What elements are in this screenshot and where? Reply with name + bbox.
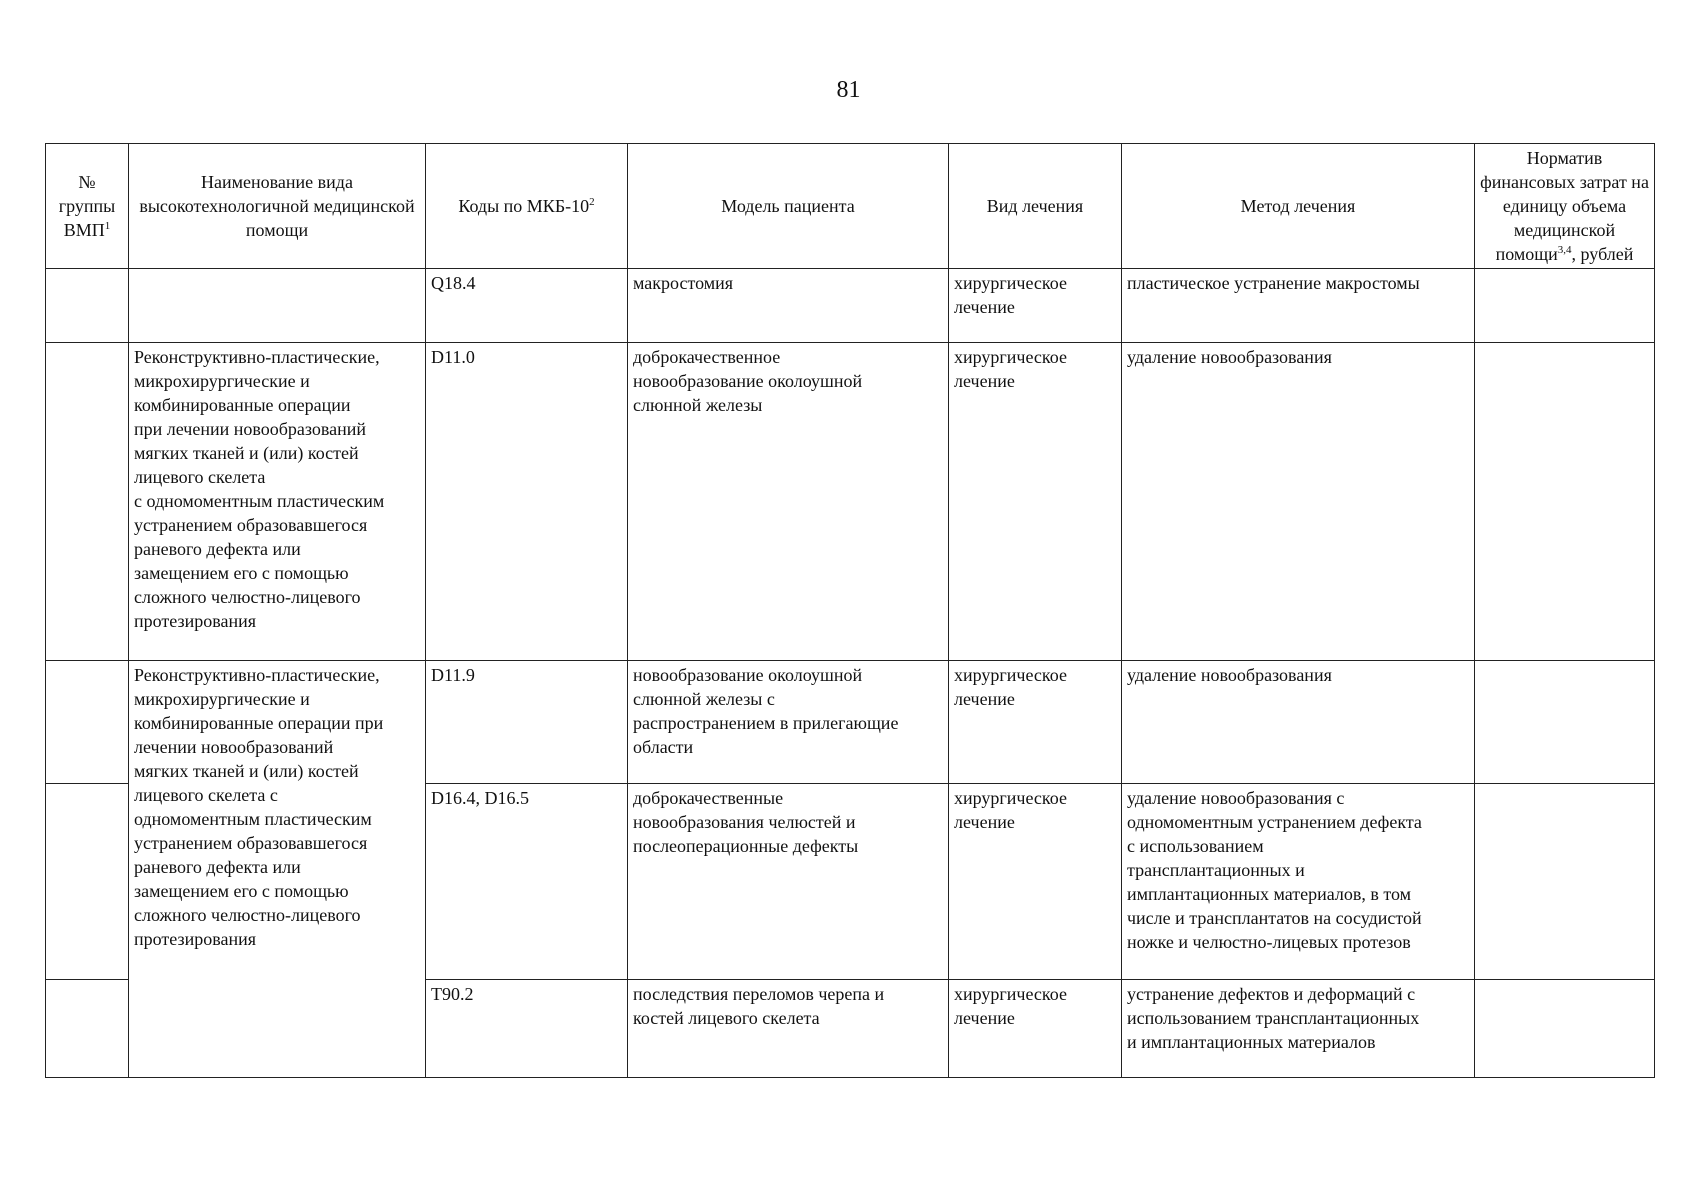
group-cell xyxy=(46,269,129,343)
code-cell: D11.9 xyxy=(426,661,628,784)
group-cell xyxy=(46,343,129,661)
table-row xyxy=(46,661,1655,784)
name-cell: Реконструктивно-пластические, микрохирургические и комбинированные операции при лечении новообразований мягких тканей и (или) костей лицевого скелета с одномоментным пластическим устранением образовавшегося раневого дефекта или замещением его с помощью сложного челюстно-лицевого протезирования xyxy=(129,343,426,661)
header-row xyxy=(46,144,1655,269)
header-group: № группы ВМП$^1$ xyxy=(46,144,129,269)
norm-cell xyxy=(1475,784,1655,980)
norm-cell xyxy=(1475,661,1655,784)
code-cell: Q18.4 xyxy=(426,269,628,343)
norm-cell xyxy=(1475,269,1655,343)
header-norm: Норматив финансовых затрат на единицу объема медицинской помощи$^{3,4}$, рублей xyxy=(1475,144,1655,269)
model-cell: последствия переломов черепа и костей лицевого скелета xyxy=(628,980,949,1078)
code-cell: T90.2 xyxy=(426,980,628,1078)
group-cell xyxy=(46,980,129,1078)
type-cell: хирургическое лечение xyxy=(949,980,1122,1078)
type-cell: хирургическое лечение xyxy=(949,784,1122,980)
header-method: Метод лечения xyxy=(1122,144,1475,269)
group-cell xyxy=(46,784,129,980)
method-cell: удаление новообразования с одномоментным устранением дефекта с использованием трансплантационных и имплантационных материалов, в том числе и трансплантатов на сосудистой ножке и челюстно-лицевых протезов xyxy=(1122,784,1475,980)
page-number: 81 xyxy=(836,77,861,103)
type-cell: хирургическое лечение xyxy=(949,269,1122,343)
model-cell: доброкачественное новообразование околоушной слюнной железы xyxy=(628,343,949,661)
header-model: Модель пациента xyxy=(628,144,949,269)
table-row xyxy=(46,269,1655,343)
code-cell: D16.4, D16.5 xyxy=(426,784,628,980)
type-cell: хирургическое лечение xyxy=(949,661,1122,784)
header-name: Наименование вида высокотехнологичной медицинской помощи xyxy=(129,144,426,269)
group-cell xyxy=(46,661,129,784)
name-cell: Реконструктивно-пластические, микрохирургические и комбинированные операции при лечении новообразований мягких тканей и (или) костей лицевого скелета с одномоментным пластическим устранением образовавшегося раневого дефекта или замещением его с помощью сложного челюстно-лицевого протезирования xyxy=(129,661,426,1078)
model-cell: новообразование околоушной слюнной железы с распространением в прилегающие области xyxy=(628,661,949,784)
model-cell: макростомия xyxy=(628,269,949,343)
method-cell: удаление новообразования xyxy=(1122,343,1475,661)
code-cell: D11.0 xyxy=(426,343,628,661)
norm-cell xyxy=(1475,980,1655,1078)
vmp-table xyxy=(45,143,1655,1078)
name-cell xyxy=(129,269,426,343)
norm-cell xyxy=(1475,343,1655,661)
table-row xyxy=(46,343,1655,661)
method-cell: пластическое устранение макростомы xyxy=(1122,269,1475,343)
header-codes: Коды по МКБ-$10^2$ xyxy=(426,144,628,269)
method-cell: удаление новообразования xyxy=(1122,661,1475,784)
method-cell: устранение дефектов и деформаций с использованием трансплантационных и имплантационных материалов xyxy=(1122,980,1475,1078)
model-cell: доброкачественные новообразования челюстей и послеоперационные дефекты xyxy=(628,784,949,980)
header-type: Вид лечения xyxy=(949,144,1122,269)
type-cell: хирургическое лечение xyxy=(949,343,1122,661)
